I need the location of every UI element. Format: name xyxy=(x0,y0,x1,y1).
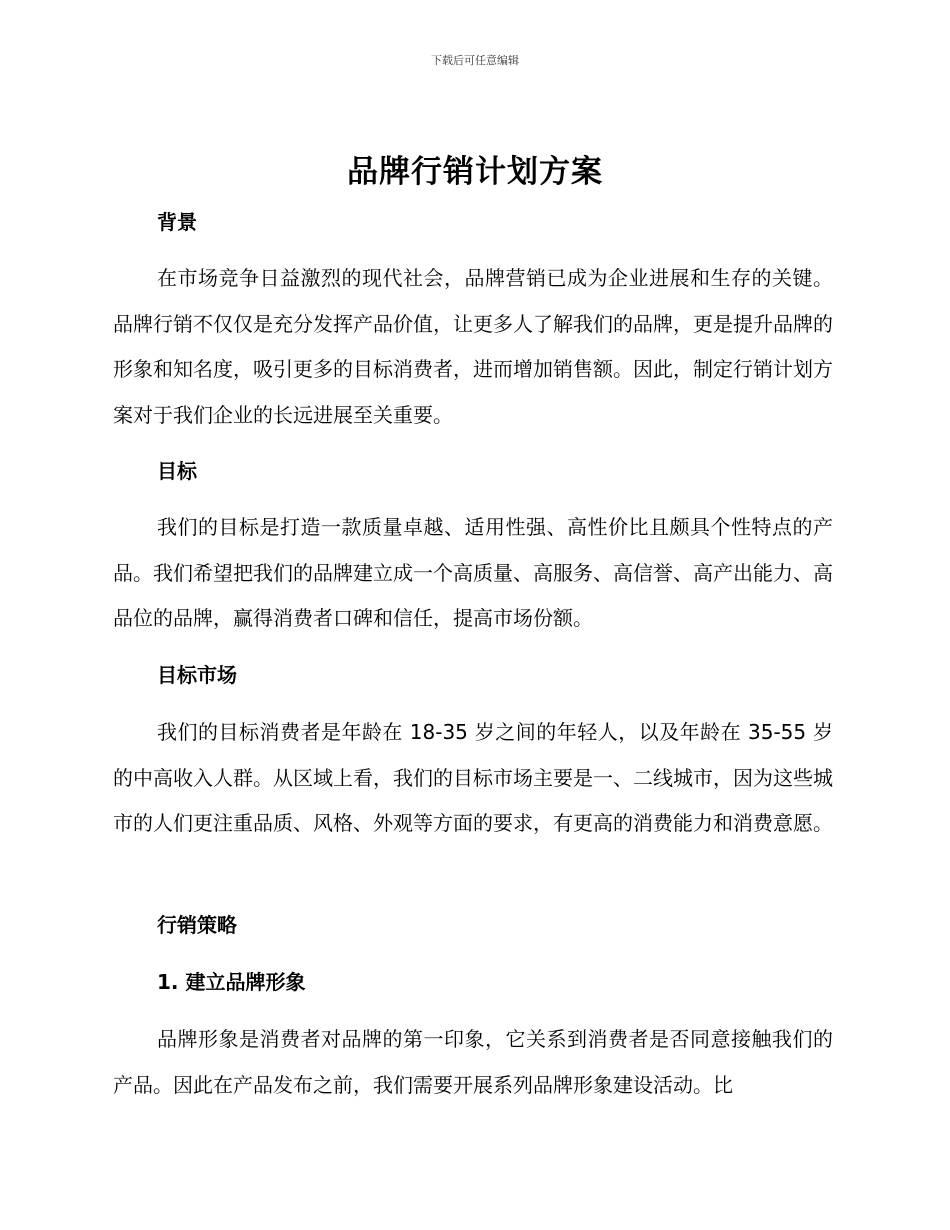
section-heading-background: 背景 xyxy=(157,210,197,234)
paragraph-target-market: 我们的目标消费者是年龄在 18-35 岁之间的年轻人，以及年龄在 35-55 岁的中高收入人群。从区域上看，我们的目标市场主要是一、二线城市，因为这些城市的人们更注重品质、风格、外观等方面的要求，有更高的消费能力和消费意愿。 xyxy=(113,720,833,835)
document-title: 品牌行销计划方案 xyxy=(347,154,603,190)
section-heading-goal: 目标 xyxy=(157,459,197,483)
section-heading-target-market: 目标市场 xyxy=(157,663,237,687)
paragraph-background: 在市场竞争日益激烈的现代社会，品牌营销已成为企业进展和生存的关键。品牌行销不仅仅是充分发挥产品价值，让更多人了解我们的品牌，更是提升品牌的形象和知名度，吸引更多的目标消费者，进而增加销售额。因此，制定行销计划方案对于我们企业的长远进展至关重要。 xyxy=(113,266,833,427)
paragraph-goal: 我们的目标是打造一款质量卓越、适用性强、高性价比且颇具个性特点的产品。我们希望把我们的品牌建立成一个高质量、高服务、高信誉、高产出能力、高品位的品牌，赢得消费者口碑和信任，提高市场份额。 xyxy=(113,515,833,630)
page-header-note: 下载后可任意编辑 xyxy=(431,54,519,67)
paragraph-brand-image: 品牌形象是消费者对品牌的第一印象，它关系到消费者是否同意接触我们的产品。因此在产品发布之前，我们需要开展系列品牌形象建设活动。比 xyxy=(113,1027,833,1097)
subsection-heading-brand-image: 1. 建立品牌形象 xyxy=(157,970,306,994)
section-heading-strategy: 行销策略 xyxy=(157,913,237,937)
